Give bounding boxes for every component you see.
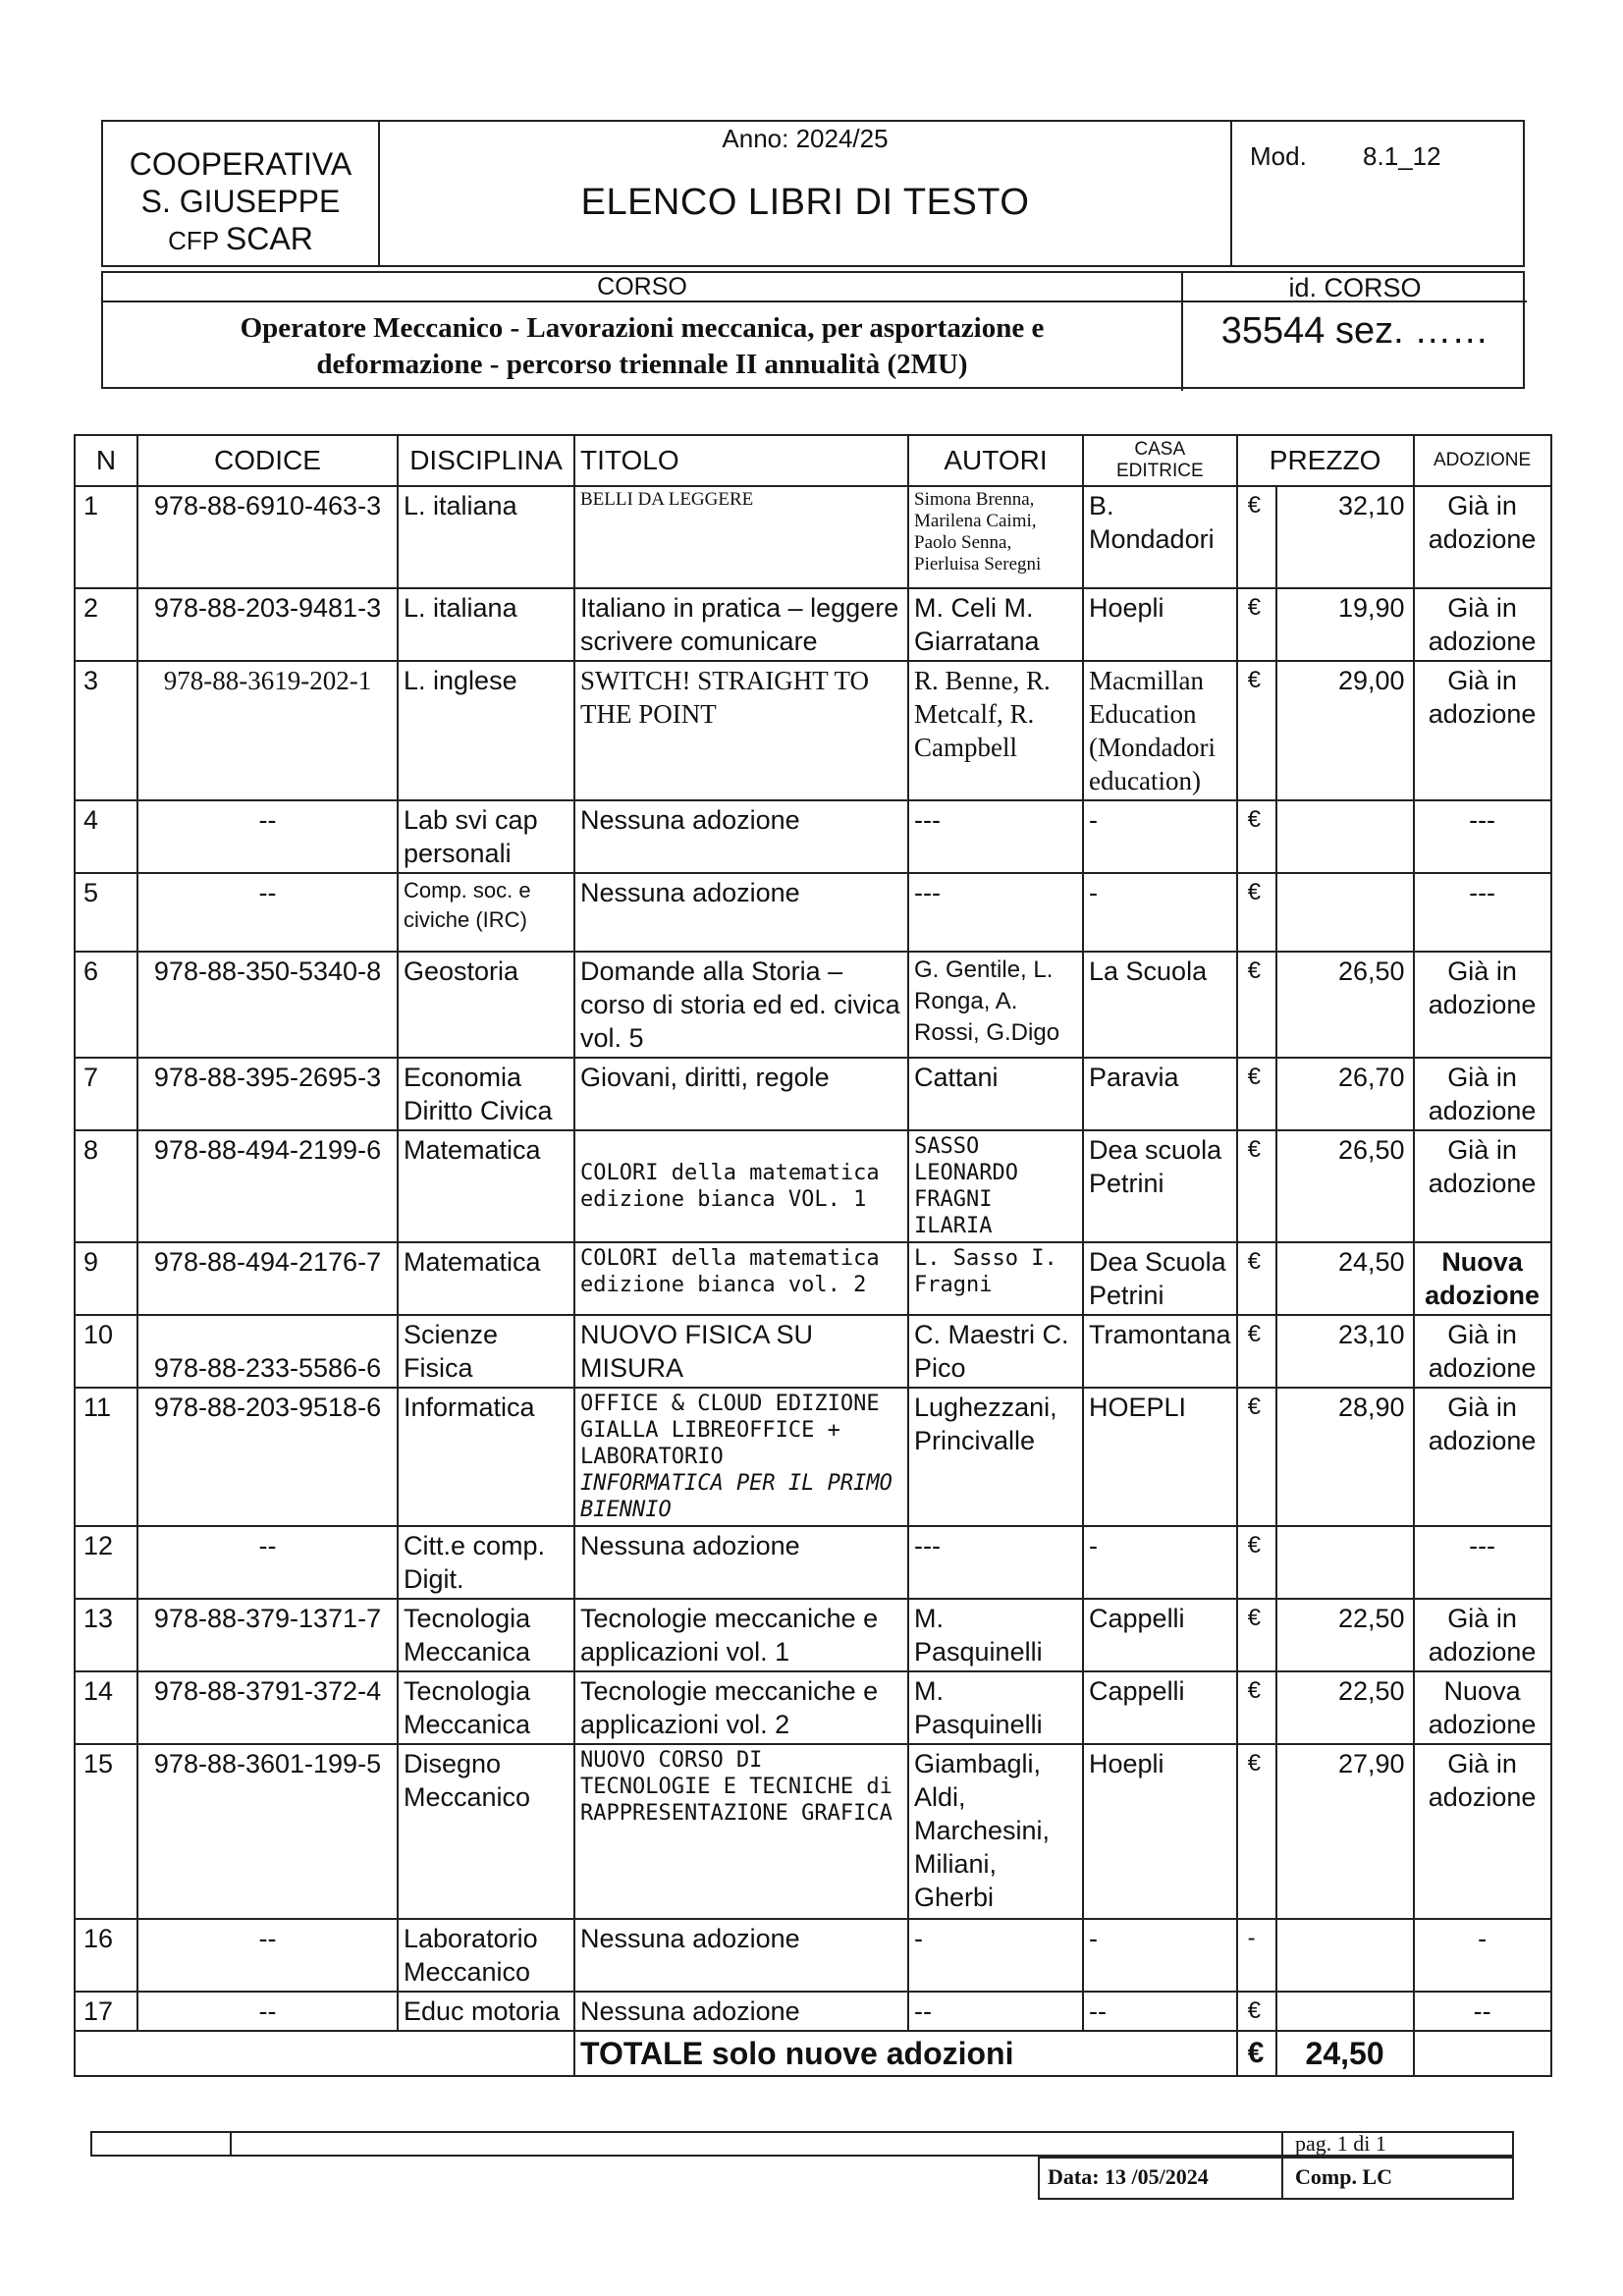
row-prezzo: 26,50 [1276, 1130, 1414, 1242]
row-prezzo [1276, 1526, 1414, 1599]
row-disciplina: Matematica [398, 1130, 574, 1242]
course-description [103, 302, 1183, 391]
row-disciplina: Comp. soc. e civiche (IRC) [398, 873, 574, 952]
row-n: 16 [75, 1919, 137, 1992]
row-autori: Cattani [908, 1058, 1083, 1130]
row-autori: --- [908, 873, 1083, 952]
row-autori: --- [908, 800, 1083, 873]
row-adozione: Nuova adozione [1414, 1671, 1551, 1744]
euro-sign: € [1237, 1599, 1276, 1671]
row-disciplina: Tecnologia Meccanica [398, 1599, 574, 1671]
row-prezzo [1276, 800, 1414, 873]
row-n: 1 [75, 486, 137, 588]
course-desc-line-2: deformazione - percorso triennale II annualità (2MU) [316, 349, 968, 380]
course-desc-line-1: Operatore Meccanico - Lavorazioni meccanica, per asportazione e [240, 312, 1045, 344]
page-title: ELENCO LIBRI DI TESTO [580, 182, 1030, 223]
mod-value: 8.1_12 [1363, 141, 1441, 171]
row-disciplina: Geostoria [398, 952, 574, 1058]
table-row [75, 588, 1551, 661]
row-n: 8 [75, 1130, 137, 1242]
header-disciplina: DISCIPLINA [398, 435, 574, 486]
euro-sign: € [1237, 486, 1276, 588]
row-n: 2 [75, 588, 137, 661]
row-autori: M. Pasquinelli [908, 1599, 1083, 1671]
euro-sign: € [1237, 661, 1276, 800]
euro-sign: € [1237, 1242, 1276, 1315]
row-codice: 978-88-3791-372-4 [137, 1671, 398, 1744]
org-line-3 [103, 220, 378, 259]
table-row [75, 1388, 1551, 1526]
table-row [75, 873, 1551, 952]
row-prezzo: 26,50 [1276, 952, 1414, 1058]
row-adozione: Già in adozione [1414, 588, 1551, 661]
total-row [75, 2031, 1551, 2076]
mod-label: Mod. [1250, 141, 1307, 171]
header-n: N [75, 435, 137, 486]
row-casa: B. Mondadori [1083, 486, 1237, 588]
row-n: 10 [75, 1315, 137, 1388]
page-number: pag. 1 di 1 [1281, 2131, 1514, 2159]
row-disciplina: Lab svi cap personali [398, 800, 574, 873]
row-titolo: COLORI della matematica edizione bianca vol. 2 [574, 1242, 908, 1315]
table-row [75, 1058, 1551, 1130]
row-casa: - [1083, 800, 1237, 873]
table-row [75, 1130, 1551, 1242]
row-codice: -- [137, 1919, 398, 1992]
row-codice: 978-88-3601-199-5 [137, 1744, 398, 1919]
row-titolo: COLORI della matematica edizione bianca VOL. 1 [574, 1130, 908, 1242]
row-adozione: Già in adozione [1414, 661, 1551, 800]
row-titolo: SWITCH! STRAIGHT TO THE POINT [574, 661, 908, 800]
row-casa: Cappelli [1083, 1671, 1237, 1744]
row-n: 14 [75, 1671, 137, 1744]
row-adozione: Già in adozione [1414, 1058, 1551, 1130]
table-row [75, 1242, 1551, 1315]
row-n: 12 [75, 1526, 137, 1599]
row-disciplina: Disegno Meccanico [398, 1744, 574, 1919]
euro-sign: € [1237, 952, 1276, 1058]
header-prezzo: PREZZO [1237, 435, 1414, 486]
row-titolo: Tecnologie meccaniche e applicazioni vol. 1 [574, 1599, 908, 1671]
module-block [1232, 122, 1527, 265]
table-row [75, 1992, 1551, 2031]
euro-sign: € [1237, 588, 1276, 661]
euro-sign: € [1237, 1388, 1276, 1526]
row-casa: Paravia [1083, 1058, 1237, 1130]
row-casa: Dea Scuola Petrini [1083, 1242, 1237, 1315]
row-adozione: Già in adozione [1414, 486, 1551, 588]
row-titolo: Nessuna adozione [574, 1526, 908, 1599]
total-label: TOTALE solo nuove adozioni [574, 2031, 1237, 2076]
euro-sign: € [1237, 1526, 1276, 1599]
euro-sign: € [1237, 1130, 1276, 1242]
row-casa: La Scuola [1083, 952, 1237, 1058]
row-disciplina: Matematica [398, 1242, 574, 1315]
euro-sign: € [1237, 1315, 1276, 1388]
table-row [75, 661, 1551, 800]
row-n: 11 [75, 1388, 137, 1526]
euro-sign: € [1237, 1992, 1276, 2031]
table-row [75, 1671, 1551, 1744]
row-disciplina: Scienze Fisica [398, 1315, 574, 1388]
row-casa: Hoepli [1083, 588, 1237, 661]
row-adozione: Già in adozione [1414, 1388, 1551, 1526]
row-n: 9 [75, 1242, 137, 1315]
row-autori: Lughezzani, Princivalle [908, 1388, 1083, 1526]
row-n: 13 [75, 1599, 137, 1671]
euro-sign: € [1237, 1744, 1276, 1919]
footer-date: Data: 13 /05/2024 [1040, 2159, 1283, 2198]
row-disciplina: Informatica [398, 1388, 574, 1526]
row-n: 15 [75, 1744, 137, 1919]
table-row [75, 1526, 1551, 1599]
row-autori: SASSO LEONARDO FRAGNI ILARIA [908, 1130, 1083, 1242]
row-casa: - [1083, 873, 1237, 952]
row-casa: Macmillan Education (Mondadori education) [1083, 661, 1237, 800]
row-casa: - [1083, 1526, 1237, 1599]
euro-sign: € [1237, 1058, 1276, 1130]
row-disciplina: L. italiana [398, 588, 574, 661]
row-codice: 978-88-6910-463-3 [137, 486, 398, 588]
row-titolo: Giovani, diritti, regole [574, 1058, 908, 1130]
course-id-label: id. CORSO [1183, 273, 1527, 302]
total-value: 24,50 [1276, 2031, 1414, 2076]
row-autori: Giambagli, Aldi, Marchesini, Miliani, Gherbi [908, 1744, 1083, 1919]
row-prezzo: 29,00 [1276, 661, 1414, 800]
row-prezzo: 24,50 [1276, 1242, 1414, 1315]
row-titolo: Nessuna adozione [574, 1992, 908, 2031]
euro-sign: € [1237, 800, 1276, 873]
row-disciplina: Educ motoria [398, 1992, 574, 2031]
row-n: 3 [75, 661, 137, 800]
row-autori: M. Pasquinelli [908, 1671, 1083, 1744]
table-row [75, 1599, 1551, 1671]
row-autori: M. Celi M. Giarratana [908, 588, 1083, 661]
header-codice: CODICE [137, 435, 398, 486]
row-n: 4 [75, 800, 137, 873]
row-prezzo: 26,70 [1276, 1058, 1414, 1130]
row-prezzo: 32,10 [1276, 486, 1414, 588]
row-disciplina: L. italiana [398, 486, 574, 588]
row-n: 6 [75, 952, 137, 1058]
org-line-2: S. GIUSEPPE [140, 184, 341, 219]
header-titolo: TITOLO [574, 435, 908, 486]
row-adozione: Già in adozione [1414, 1130, 1551, 1242]
row-codice: -- [137, 800, 398, 873]
row-titolo: Italiano in pratica – leggere scrivere comunicare [574, 588, 908, 661]
row-titolo: Nessuna adozione [574, 1919, 908, 1992]
row-n: 7 [75, 1058, 137, 1130]
row-adozione: --- [1414, 800, 1551, 873]
row-casa: Hoepli [1083, 1744, 1237, 1919]
footer-info [1038, 2157, 1514, 2200]
table-row [75, 486, 1551, 588]
row-titolo: NUOVO CORSO DI TECNOLOGIE E TECNICHE di RAPPRESENTAZIONE GRAFICA [574, 1744, 908, 1919]
row-titolo: Tecnologie meccaniche e applicazioni vol. 2 [574, 1671, 908, 1744]
titolo-main: OFFICE & CLOUD EDIZIONE GIALLA LIBREOFFICE + LABORATORIO [580, 1392, 880, 1469]
row-autori: C. Maestri C. Pico [908, 1315, 1083, 1388]
row-casa: -- [1083, 1992, 1237, 2031]
row-codice: -- [137, 873, 398, 952]
school-year: Anno: 2024/25 [722, 124, 889, 153]
row-prezzo: 23,10 [1276, 1315, 1414, 1388]
row-casa: Dea scuola Petrini [1083, 1130, 1237, 1242]
document-header [101, 120, 1525, 267]
header-adozione: ADOZIONE [1414, 435, 1551, 486]
row-casa: Cappelli [1083, 1599, 1237, 1671]
row-autori: R. Benne, R. Metcalf, R. Campbell [908, 661, 1083, 800]
organization-block [103, 122, 380, 265]
row-prezzo: 22,50 [1276, 1671, 1414, 1744]
row-titolo: Nessuna adozione [574, 873, 908, 952]
row-adozione: --- [1414, 873, 1551, 952]
row-adozione: Già in adozione [1414, 1744, 1551, 1919]
titolo-italic: INFORMATICA PER IL PRIMO BIENNIO [580, 1471, 893, 1522]
euro-sign: € [1237, 873, 1276, 952]
row-titolo [574, 1388, 908, 1526]
euro-sign: - [1237, 1919, 1276, 1992]
org-scar: SCAR [225, 221, 313, 256]
row-prezzo [1276, 1919, 1414, 1992]
row-codice: 978-88-203-9518-6 [137, 1388, 398, 1526]
row-casa: - [1083, 1919, 1237, 1992]
row-disciplina: Citt.e comp. Digit. [398, 1526, 574, 1599]
row-prezzo: 19,90 [1276, 588, 1414, 661]
row-casa: Tramontana [1083, 1315, 1237, 1388]
row-adozione: Nuova adozione [1414, 1242, 1551, 1315]
row-disciplina: Economia Diritto Civica [398, 1058, 574, 1130]
course-label: CORSO [103, 273, 1183, 302]
row-codice: 978-88-203-9481-3 [137, 588, 398, 661]
row-autori: G. Gentile, L. Ronga, A. Rossi, G.Digo [908, 952, 1083, 1058]
table-header-row [75, 435, 1551, 486]
footer-comp: Comp. LC [1295, 2164, 1393, 2189]
table-row [75, 1315, 1551, 1388]
row-adozione: - [1414, 1919, 1551, 1992]
row-prezzo: 27,90 [1276, 1744, 1414, 1919]
header-autori: AUTORI [908, 435, 1083, 486]
row-autori: --- [908, 1526, 1083, 1599]
row-titolo: Nessuna adozione [574, 800, 908, 873]
row-autori: -- [908, 1992, 1083, 2031]
row-codice: 978-88-3619-202-1 [137, 661, 398, 800]
row-codice: 978-88-350-5340-8 [137, 952, 398, 1058]
textbook-table [74, 434, 1552, 2077]
course-id-value: 35544 sez. …… [1220, 310, 1489, 352]
row-casa: HOEPLI [1083, 1388, 1237, 1526]
row-adozione: Già in adozione [1414, 1315, 1551, 1388]
row-prezzo: 28,90 [1276, 1388, 1414, 1526]
title-block [380, 122, 1232, 265]
row-codice: 978-88-395-2695-3 [137, 1058, 398, 1130]
row-codice: 978-88-494-2199-6 [137, 1130, 398, 1242]
row-codice: 978-88-379-1371-7 [137, 1599, 398, 1671]
row-disciplina: Tecnologia Meccanica [398, 1671, 574, 1744]
table-row [75, 1919, 1551, 1992]
row-codice: -- [137, 1992, 398, 2031]
row-autori: - [908, 1919, 1083, 1992]
org-cfp: CFP [168, 226, 219, 255]
row-disciplina: Laboratorio Meccanico [398, 1919, 574, 1992]
row-adozione: Già in adozione [1414, 1599, 1551, 1671]
row-codice: -- [137, 1526, 398, 1599]
row-disciplina: L. inglese [398, 661, 574, 800]
table-row [75, 952, 1551, 1058]
row-n: 5 [75, 873, 137, 952]
total-euro-sign: € [1237, 2031, 1276, 2076]
row-adozione: --- [1414, 1526, 1551, 1599]
row-autori: Simona Brenna, Marilena Caimi, Paolo Senna, Pierluisa Seregni [908, 486, 1083, 588]
header-casa-editrice: CASA EDITRICE [1083, 435, 1237, 486]
row-prezzo [1276, 873, 1414, 952]
org-line-1: COOPERATIVA [129, 146, 352, 182]
euro-sign: € [1237, 1671, 1276, 1744]
row-autori: L. Sasso I. Fragni [908, 1242, 1083, 1315]
row-n: 17 [75, 1992, 137, 2031]
row-titolo: Domande alla Storia – corso di storia ed ed. civica vol. 5 [574, 952, 908, 1058]
row-codice: 978-88-494-2176-7 [137, 1242, 398, 1315]
row-prezzo: 22,50 [1276, 1599, 1414, 1671]
row-titolo: NUOVO FISICA SU MISURA [574, 1315, 908, 1388]
row-codice: 978-88-233-5586-6 [137, 1315, 398, 1388]
row-adozione: -- [1414, 1992, 1551, 2031]
table-row [75, 1744, 1551, 1919]
course-box [101, 271, 1525, 389]
row-titolo: BELLI DA LEGGERE [574, 486, 908, 588]
row-adozione: Già in adozione [1414, 952, 1551, 1058]
row-prezzo [1276, 1992, 1414, 2031]
table-row [75, 800, 1551, 873]
